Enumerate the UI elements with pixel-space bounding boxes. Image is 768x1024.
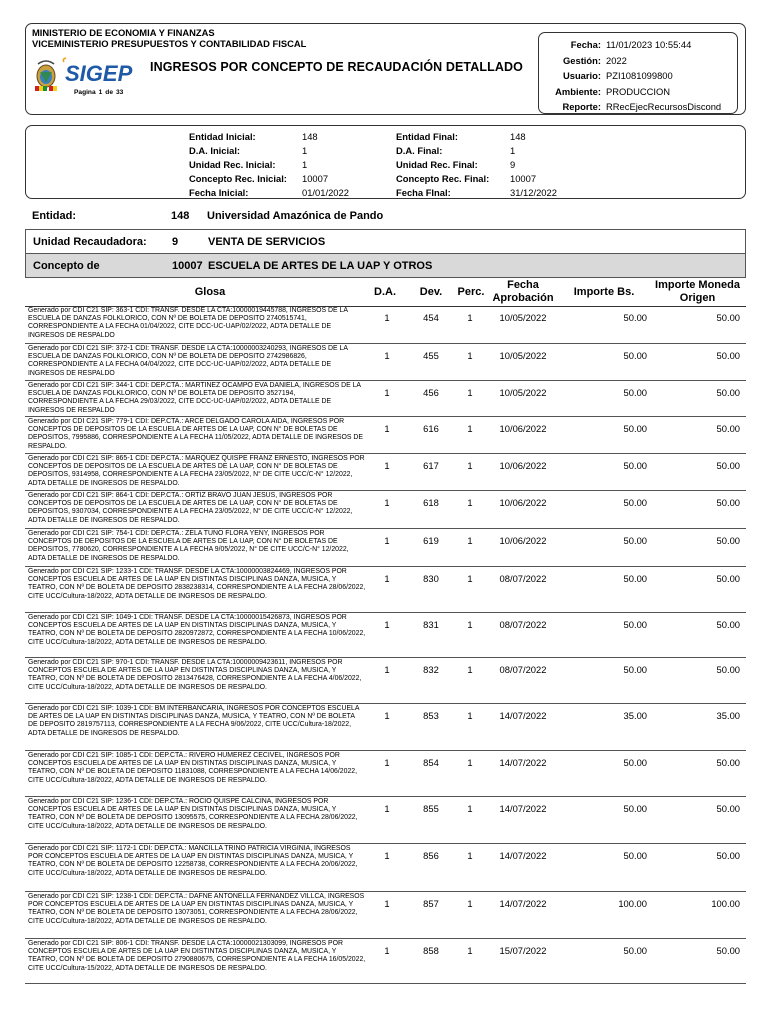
dev-cell: 619: [423, 535, 439, 546]
concepto-row: [25, 253, 746, 278]
da-cell: 1: [384, 664, 390, 675]
fecha-cell: 10/06/2022: [499, 460, 547, 471]
table-row: [25, 530, 746, 567]
glosa-cell: Generado por CDI C21 SIP: 372-1 CDI: TRANSF. DESDE LA CTA:10000003240293, INGRESOS DE LA ESCUELA DE DANZAS FOLKLORICO, CON Nº DE BOLETA DE DEPOSITO 2742986826, CORRESPONDIENTE A LA FECHA 04/04/2022, CITE DCC-UC-UAP/02/2022, ADTA DETALLE DE INGRESOS DE RESPALDO: [28, 345, 348, 377]
filter-value: 31/12/2022: [510, 187, 557, 198]
col-perc: Perc.: [457, 285, 485, 298]
perc-cell: 1: [467, 850, 473, 861]
importe-cell: 50.00: [623, 573, 647, 584]
origen-cell: 50.00: [716, 757, 740, 768]
concepto-code: 10007: [172, 260, 203, 272]
da-cell: 1: [384, 850, 390, 861]
perc-cell: 1: [467, 423, 473, 434]
meta-reporte-value: RRecEjecRecursosDiscond: [606, 101, 722, 113]
filter-label: Fecha FInal:: [396, 187, 451, 198]
da-cell: 1: [384, 312, 390, 323]
fecha-cell: 14/07/2022: [499, 710, 547, 721]
report-header: [25, 23, 746, 115]
page-of: de: [105, 89, 113, 96]
da-cell: 1: [384, 710, 390, 721]
glosa-cell: Generado por CDI C21 SIP: 363-1 CDI: TRANSF. DESDE LA CTA:10000019445788, INGRESOS DE LA ESCUELA DE DANZAS FOLKLORICO, CON Nº DE BOLETA DE DEPOSITO 2740515741, CORRESPONDIENTE A LA FECHA 01/04/2022, CITE DCC-UC-UAP/02/2022, ADTA DETALLE DE INGRESOS DE RESPALDO: [28, 307, 348, 339]
meta-usuario-label: Usuario:: [562, 70, 601, 82]
table-row: [25, 940, 746, 984]
filter-value: 1: [510, 145, 516, 156]
origen-cell: 35.00: [716, 710, 740, 721]
glosa-cell: Generado por CDI C21 SIP: 1236-1 CDI: DEP.CTA.: ROCIO QUISPE CALCINA, INGRESOS POR CONCEPTOS ESCUELA DE ARTES DE LA UAP EN DISTINTAS DISCIPLINAS DANZA, MUSICA, Y TEATRO, CON Nº DE BOLETA DE DEPOSITO 13095575, CORRESPONDIENTE A LA FECHA 28/06/2022, CITE UCC/Cultura-18/2022, ADTA DETALLE DE INGRESOS DE RESPALDO.: [28, 798, 358, 830]
table-row: [25, 845, 746, 892]
dev-cell: 853: [423, 710, 439, 721]
da-cell: 1: [384, 497, 390, 508]
page-total: 33: [116, 89, 124, 96]
filter-box: [25, 125, 746, 199]
filter-value: 10007: [510, 173, 537, 184]
col-fecha: Fecha Aprobación: [492, 279, 554, 304]
origen-cell: 50.00: [716, 573, 740, 584]
table-row: [25, 798, 746, 844]
meta-fecha-value: 11/01/2023 10:55:44: [606, 39, 692, 51]
perc-cell: 1: [467, 757, 473, 768]
glosa-cell: Generado por CDI C21 SIP: 1049-1 CDI: TRANSF. DESDE LA CTA:10000015426873, INGRESOS POR CONCEPTOS ESCUELA DE ARTES DE LA UAP EN DISTINTAS DISCIPLINAS DANZA, MUSICA, Y TEATRO, CON Nº DE BOLETA DE DEPOSITO 2820972872, CORRESPONDIENTE A LA FECHA 10/06/2022, CITE UCC/Cultura-18/2022, ADTA DETALLE DE INGRESOS DE RESPALDO.: [28, 614, 366, 646]
filter-value: 10007: [302, 173, 329, 184]
filter-label: D.A. Inicial:: [189, 145, 241, 156]
table-row: [25, 345, 746, 381]
page-indicator: [74, 89, 126, 96]
importe-cell: 50.00: [623, 387, 647, 398]
perc-cell: 1: [467, 898, 473, 909]
table-row: [25, 705, 746, 751]
importe-cell: 100.00: [618, 898, 647, 909]
origen-cell: 50.00: [716, 497, 740, 508]
perc-cell: 1: [467, 312, 473, 323]
perc-cell: 1: [467, 945, 473, 956]
dev-cell: 854: [423, 757, 439, 768]
concepto-name: ESCUELA DE ARTES DE LA UAP Y OTROS: [208, 260, 433, 272]
da-cell: 1: [384, 898, 390, 909]
filter-label: Entidad Final:: [396, 131, 458, 142]
coat-of-arms-icon: [35, 61, 57, 91]
da-cell: 1: [384, 535, 390, 546]
fecha-cell: 15/07/2022: [499, 945, 547, 956]
unidad-name: VENTA DE SERVICIOS: [208, 236, 326, 248]
origen-cell: 50.00: [716, 803, 740, 814]
unidad-label: Unidad Recaudadora:: [33, 236, 147, 248]
da-cell: 1: [384, 757, 390, 768]
glosa-cell: Generado por CDI C21 SIP: 806-1 CDI: TRANSF. DESDE LA CTA:10000021303099, INGRESOS POR CONCEPTOS ESCUELA DE ARTES DE LA UAP EN DISTINTAS DISCIPLINAS DANZA, MUSICA, Y TEATRO, CON Nº DE BOLETA DE DEPOSITO 2790880675, CORRESPONDIENTE A LA FECHA 16/05/2022, CITE UCC/Cultura-15/2022, ADTA DETALLE DE INGRESOS DE RESPALDO.: [28, 940, 366, 972]
dev-cell: 858: [423, 945, 439, 956]
da-cell: 1: [384, 460, 390, 471]
filter-label: Unidad Rec. Final:: [396, 159, 478, 170]
importe-cell: 50.00: [623, 664, 647, 675]
glosa-cell: Generado por CDI C21 SIP: 1039-1 CDI: BM INTERBANCARIA, INGRESOS POR CONCEPTOS ESCUELA DE ARTES DE LA UAP EN DISTINTAS DISCIPLINAS DANZA, MUSICA, Y TEATRO, CON Nº DE BOLETA DE DEPOSITO 2819757113, CORRESPONDIENTE A LA FECHA 9/06/2022, CITE UCC/Cultura-18/2022, ADTA DETALLE DE INGRESOS DE RESPALDO.: [28, 705, 360, 737]
importe-cell: 50.00: [623, 350, 647, 361]
perc-cell: 1: [467, 664, 473, 675]
glosa-cell: Generado por CDI C21 SIP: 865-1 CDI: DEP.CTA.: MARQUEZ QUISPE FRANZ ERNESTO, INGRESOS POR CONCEPTOS DE DEPOSITOS DE LA ESCUELA DE ARTES DE LA UAP, CON N° DE BOLETAS DE DEPOSITOS, 9314958, CORRESPONDIENTE A LA FECHA 23/05/2022, N° DE CITE UCC/C-N° 12/2022, ADTA DETALLE DE INGRESOS DE RESPALDO.: [28, 455, 365, 487]
da-cell: 1: [384, 423, 390, 434]
origen-cell: 50.00: [716, 387, 740, 398]
report-meta: [538, 32, 738, 114]
dev-cell: 857: [423, 898, 439, 909]
filter-label: Concepto Rec. Final:: [396, 173, 490, 184]
page-label: Pagina: [74, 89, 96, 96]
origen-cell: 50.00: [716, 460, 740, 471]
glosa-cell: Generado por CDI C21 SIP: 1233-1 CDI: TRANSF. DESDE LA CTA:10000003824469, INGRESOS POR CONCEPTOS ESCUELA DE ARTES DE LA UAP EN DISTINTAS DISCIPLINAS DANZA, MUSICA, Y TEATRO, CON Nº DE BOLETA DE DEPOSITO 2838238314, CORRESPONDIENTE A LA FECHA 28/06/2022, CITE UCC/Cultura-18/2022, ADTA DETALLE DE INGRESOS DE RESPALDO.: [28, 568, 366, 600]
origen-cell: 50.00: [716, 312, 740, 323]
perc-cell: 1: [467, 803, 473, 814]
glosa-cell: Generado por CDI C21 SIP: 344-1 CDI: DEP.CTA.: MARTINEZ OCAMPO EVA DANIELA, INGRESOS DE LA ESCUELA DE DANZAS FOLKLORICO, CON Nº DE BOLETA DE DEPOSITO 3527194, CORRESPONDIENTE A LA FECHA 29/03/2022, CITE DCC-UC-UAP/02/2022, ADTA DETALLE DE INGRESOS DE RESPALDO: [28, 382, 361, 414]
perc-cell: 1: [467, 387, 473, 398]
glosa-cell: Generado por CDI C21 SIP: 1085-1 CDI: DEP.CTA.: RIVERO HUMEREZ CECIVEL, INGRESOS POR CONCEPTOS ESCUELA DE ARTES DE LA UAP EN DISTINTAS DISCIPLINAS DANZA, MUSICA, Y TEATRO, CON Nº DE BOLETA DE DEPOSITO 11831088, CORRESPONDIENTE A LA FECHA 14/06/2022, CITE UCC/Cultura-18/2022, ADTA DETALLE DE INGRESOS DE RESPALDO.: [28, 752, 358, 784]
importe-cell: 35.00: [623, 710, 647, 721]
dev-cell: 616: [423, 423, 439, 434]
da-cell: 1: [384, 350, 390, 361]
col-importe: Importe Bs.: [573, 285, 635, 298]
fecha-cell: 14/07/2022: [499, 898, 547, 909]
meta-usuario-value: PZI1081099800: [606, 70, 673, 82]
table-row: [25, 752, 746, 797]
filter-value: 1: [302, 145, 308, 156]
glosa-cell: Generado por CDI C21 SIP: 1238-1 CDI: DEP.CTA.: DAFNE ANTONELLA FERNANDEZ VILLCA, INGRESOS POR CONCEPTOS ESCUELA DE ARTES DE LA UAP EN DISTINTAS DISCIPLINAS DANZA, MUSICA, Y TEATRO, CON Nº DE BOLETA DE DEPOSITO 13073051, CORRESPONDIENTE A LA FECHA 28/06/2022, CITE UCC/Cultura-18/2022, ADTA DETALLE DE INGRESOS DE RESPALDO.: [28, 893, 365, 925]
filter-label: D.A. Final:: [396, 145, 443, 156]
origen-cell: 50.00: [716, 350, 740, 361]
meta-ambiente-label: Ambiente:: [555, 85, 601, 97]
dev-cell: 455: [423, 350, 439, 361]
table-row: [25, 893, 746, 939]
da-cell: 1: [384, 387, 390, 398]
perc-cell: 1: [467, 619, 473, 630]
table-row: [25, 492, 746, 529]
da-cell: 1: [384, 573, 390, 584]
viceministry-name: VICEMINISTERIO PRESUPUESTOS Y CONTABILIDAD FISCAL: [32, 37, 307, 49]
glosa-cell: Generado por CDI C21 SIP: 779-1 CDI: DEP.CTA.: ARCE DELGADO CAROLA AIDA, INGRESOS POR CONCEPTOS DE DEPOSITOS DE LA ESCUELA DE ARTES DE LA UAP, CON N° DE BOLETAS DE DEPOSITOS, 7995886, CORRESPONDIENTE A LA FECHA 11/05/2022, ADTA DETALLE DE INGRESOS DE RESPALDO.: [28, 418, 363, 450]
importe-cell: 50.00: [623, 460, 647, 471]
col-origen: Importe Moneda Origen: [655, 279, 740, 304]
page-number: 1: [98, 89, 103, 96]
filter-label: Concepto Rec. Inicial:: [189, 173, 287, 184]
importe-cell: 50.00: [623, 945, 647, 956]
table-row: [25, 659, 746, 704]
fecha-cell: 14/07/2022: [499, 757, 547, 768]
fecha-cell: 10/05/2022: [499, 350, 547, 361]
glosa-cell: Generado por CDI C21 SIP: 864-1 CDI: DEP.CTA.: ORTIZ BRAVO JUAN JESUS, INGRESOS POR CONCEPTOS DE DEPOSITOS DE LA ESCUELA DE ARTES DE LA UAP, CON N° DE BOLETAS DE DEPOSITOS, 9307034, CORRESPONDIENTE A LA FECHA 23/05/2022, N° DE CITE UCC/C-N° 12/2022, ADTA DETALLE DE INGRESOS DE RESPALDO.: [28, 492, 353, 524]
origen-cell: 50.00: [716, 664, 740, 675]
filter-value: 1: [302, 159, 308, 170]
fecha-cell: 10/06/2022: [499, 535, 547, 546]
fecha-cell: 10/06/2022: [499, 497, 547, 508]
dev-cell: 856: [423, 850, 439, 861]
dev-cell: 618: [423, 497, 439, 508]
concepto-label: Concepto de: [33, 260, 100, 272]
meta-ambiente-value: PRODUCCION: [606, 85, 671, 97]
filter-label: Entidad Inicial:: [189, 131, 256, 142]
meta-fecha-label: Fecha:: [570, 39, 601, 51]
da-cell: 1: [384, 945, 390, 956]
importe-cell: 50.00: [623, 497, 647, 508]
importe-cell: 50.00: [623, 312, 647, 323]
dev-cell: 831: [423, 619, 439, 630]
report-title: INGRESOS POR CONCEPTO DE RECAUDACIÓN DETALLADO: [150, 60, 523, 74]
fecha-cell: 10/05/2022: [499, 387, 547, 398]
table-row: [25, 614, 746, 658]
da-cell: 1: [384, 803, 390, 814]
filter-label: Fecha Inicial:: [189, 187, 249, 198]
dev-cell: 456: [423, 387, 439, 398]
filter-value: 148: [510, 131, 526, 142]
importe-cell: 50.00: [623, 535, 647, 546]
dev-cell: 617: [423, 460, 439, 471]
meta-gestion-value: 2022: [606, 54, 627, 66]
origen-cell: 100.00: [711, 898, 740, 909]
entidad-code: 148: [171, 210, 190, 222]
fecha-cell: 08/07/2022: [499, 573, 547, 584]
fecha-cell: 08/07/2022: [499, 664, 547, 675]
filter-value: 01/01/2022: [302, 187, 349, 198]
origen-cell: 50.00: [716, 535, 740, 546]
importe-cell: 50.00: [623, 423, 647, 434]
col-dev: Dev.: [419, 285, 443, 298]
origen-cell: 50.00: [716, 619, 740, 630]
importe-cell: 50.00: [623, 619, 647, 630]
filter-value: 9: [510, 159, 516, 170]
glosa-cell: Generado por CDI C21 SIP: 754-1 CDI: DEP.CTA.: ZELA TUNO FLORA YENY, INGRESOS POR CONCEPTOS DE DEPOSITOS DE LA ESCUELA DE ARTES DE LA UAP, CON N° DE BOLETAS DE DEPOSITOS, 7780620, CORRESPONDIENTE A LA FECHA 9/05/2022, N° DE CITE UCC/C-N° 12/2022, ADTA DETALLE DE INGRESOS DE RESPALDO.: [28, 530, 349, 562]
table-row: [25, 307, 746, 344]
unidad-code: 9: [172, 236, 179, 248]
perc-cell: 1: [467, 535, 473, 546]
perc-cell: 1: [467, 460, 473, 471]
importe-cell: 50.00: [623, 803, 647, 814]
perc-cell: 1: [467, 573, 473, 584]
table-row: [25, 418, 746, 454]
fecha-cell: 08/07/2022: [499, 619, 547, 630]
dev-cell: 454: [423, 312, 439, 323]
unidad-row: [25, 229, 746, 254]
ministry-name: MINISTERIO DE ECONOMIA Y FINANZAS: [32, 27, 215, 38]
entidad-name: Universidad Amazónica de Pando: [207, 210, 384, 222]
table-row: [25, 568, 746, 613]
col-glosa: Glosa: [194, 285, 226, 298]
meta-reporte-label: Reporte:: [562, 101, 601, 113]
table-row: [25, 455, 746, 491]
dev-cell: 830: [423, 573, 439, 584]
filter-value: 148: [302, 131, 318, 142]
fecha-cell: 14/07/2022: [499, 803, 547, 814]
svg-text:SIGEP: SIGEP: [65, 61, 133, 86]
entidad-row: [25, 204, 746, 229]
glosa-cell: Generado por CDI C21 SIP: 1172-1 CDI: DEP.CTA.: MANCILLA TRINO PATRICIA VIRGINIA, INGRESOS POR CONCEPTOS ESCUELA DE ARTES DE LA UAP EN DISTINTAS DISCIPLINAS DANZA, MUSICA, Y TEATRO, CON Nº DE BOLETA DE DEPOSITO 12258738, CORRESPONDIENTE A LA FECHA 20/06/2022, CITE UCC/Cultura-18/2022, ADTA DETALLE DE INGRESOS DE RESPALDO.: [28, 845, 358, 877]
origen-cell: 50.00: [716, 945, 740, 956]
col-da: D.A.: [374, 285, 396, 298]
meta-gestion-label: Gestión:: [562, 54, 601, 66]
origen-cell: 50.00: [716, 423, 740, 434]
table-row: [25, 382, 746, 417]
fecha-cell: 14/07/2022: [499, 850, 547, 861]
dev-cell: 855: [423, 803, 439, 814]
ministry-block: [32, 28, 306, 49]
importe-cell: 50.00: [623, 850, 647, 861]
fecha-cell: 10/05/2022: [499, 312, 547, 323]
glosa-cell: Generado por CDI C21 SIP: 970-1 CDI: TRANSF. DESDE LA CTA:10000009423611, INGRESOS POR CONCEPTOS ESCUELA DE ARTES DE LA UAP EN DISTINTAS DISCIPLINAS DANZA, MUSICA, Y TEATRO, CON Nº DE BOLETA DE DEPOSITO 2813476428, CORRESPONDIENTE A LA FECHA 4/06/2022, CITE UCC/Cultura-18/2022, ADTA DETALLE DE INGRESOS DE RESPALDO.: [28, 659, 362, 691]
perc-cell: 1: [467, 710, 473, 721]
filter-label: Unidad Rec. Inicial:: [189, 159, 276, 170]
importe-cell: 50.00: [623, 757, 647, 768]
entidad-label: Entidad:: [32, 210, 76, 222]
da-cell: 1: [384, 619, 390, 630]
perc-cell: 1: [467, 350, 473, 361]
origen-cell: 50.00: [716, 850, 740, 861]
perc-cell: 1: [467, 497, 473, 508]
fecha-cell: 10/06/2022: [499, 423, 547, 434]
dev-cell: 832: [423, 664, 439, 675]
